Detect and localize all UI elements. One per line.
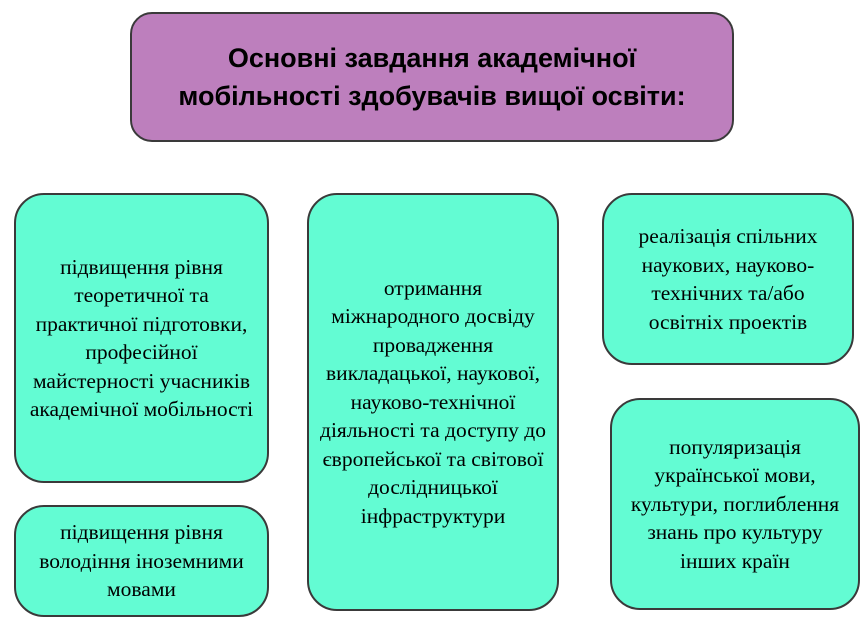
task-text-training: підвищення рівня теоретичної та практичної підготовки, професійної майстерності учасників академічної мобільності [29,254,254,421]
task-box-training [14,193,269,483]
task-text-international-experience: отримання міжнародного досвіду провадження викладацької, наукової, науково-технічної діяльності та доступу до європейської та світової дослідницької інфраструктури [320,275,546,528]
task-text-popularization: популяризація української мови, культури, поглиблення знань про культуру інших країн [630,434,840,573]
task-text-joint-projects: реалізація спільних наукових, науково-технічних та/або освітніх проектів [638,224,818,334]
diagram-title [130,12,734,142]
task-box-joint-projects [602,193,854,365]
task-box-international-experience [307,193,559,611]
task-text-languages: підвищення рівня володіння іноземними мовами [39,520,244,602]
diagram-title-text: Основні завдання академічної мобільності здобувачів вищої освіти: [178,43,686,111]
task-box-popularization [610,398,860,610]
task-box-languages [14,505,269,617]
